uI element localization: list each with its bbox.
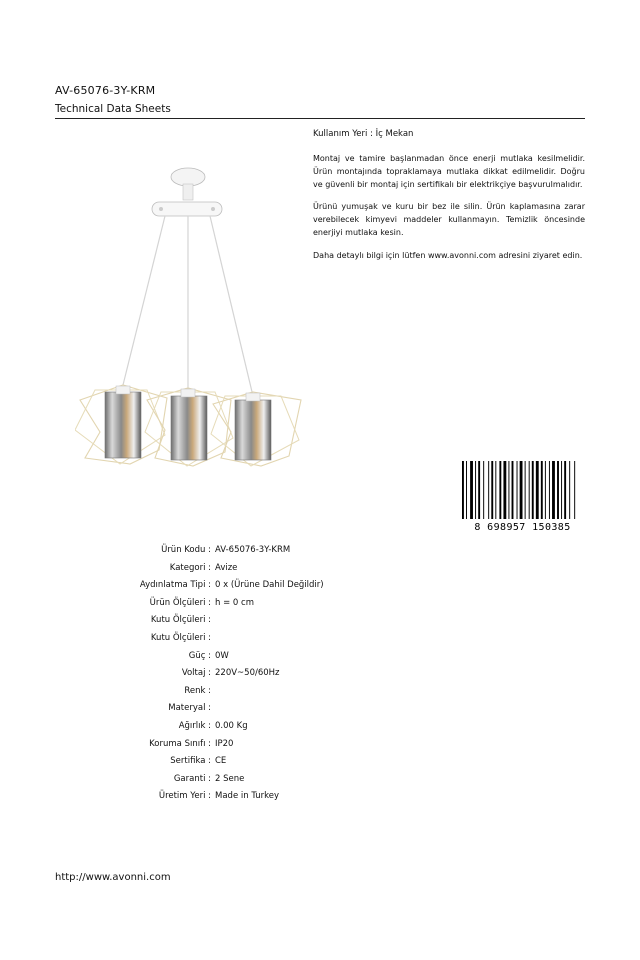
barcode-bar <box>549 461 550 519</box>
spec-label: Materyal : <box>168 703 211 714</box>
cleaning-instructions: Ürünü yumuşak ve kuru bir bez ile silin. Ürün kaplamasına zarar verebilecek kimyevi maddeler kullanmayın. Temizlik öncesinde enerjiyi mutlaka kesin. <box>313 202 585 237</box>
spec-row <box>0 686 640 704</box>
website-info: Daha detaylı bilgi için lütfen www.avonni.com adresini ziyaret edin. <box>313 251 583 260</box>
barcode-bar <box>529 461 530 519</box>
lamp-shade-middle <box>145 388 233 466</box>
spec-label: Koruma Sınıfı : <box>149 738 211 749</box>
barcode-bar <box>478 461 480 519</box>
spec-value: 0.00 Kg <box>215 720 248 731</box>
spec-row <box>0 598 640 616</box>
barcode-bar <box>466 461 467 519</box>
barcode-bar <box>569 461 570 519</box>
spec-row <box>0 580 640 598</box>
barcode-bar <box>470 461 473 519</box>
spec-row <box>0 668 640 686</box>
spec-value: Made in Turkey <box>215 791 279 802</box>
header-divider <box>55 118 585 119</box>
spec-label: Sertifika : <box>170 756 211 767</box>
spec-value: h = 0 cm <box>215 597 254 608</box>
spec-label: Kutu Ölçüleri : <box>150 632 211 643</box>
spec-row <box>0 545 640 563</box>
barcode-bar <box>475 461 476 519</box>
spec-row <box>0 739 640 757</box>
barcode-bar <box>574 461 575 519</box>
barcode-bar <box>462 461 464 519</box>
barcode-bar <box>520 461 523 519</box>
spec-row <box>0 774 640 792</box>
spec-label: Üretim Yeri : <box>158 791 211 802</box>
barcode-bar <box>545 461 546 519</box>
spec-value: 2 Sene <box>215 773 245 784</box>
spec-value: 0 x (Ürüne Dahil Değildir) <box>215 580 324 591</box>
spec-label: Kutu Ölçüleri : <box>150 615 211 626</box>
spec-label: Ağırlık : <box>178 720 211 731</box>
lamp-shade-left <box>75 385 167 464</box>
product-image <box>75 160 305 470</box>
spec-row <box>0 615 640 633</box>
spec-label: Renk : <box>184 685 211 696</box>
product-code-title: AV-65076-3Y-KRM <box>55 84 156 97</box>
usage-location: Kullanım Yeri : İç Mekan <box>313 129 414 139</box>
barcode-bar <box>499 461 501 519</box>
barcode-bar <box>483 461 484 519</box>
barcode-bar <box>512 461 514 519</box>
barcode-bar <box>561 461 562 519</box>
spec-value: CE <box>215 756 227 767</box>
spec-row <box>0 703 640 721</box>
spec-label: Aydınlatma Tipi : <box>139 580 211 591</box>
barcode-bar <box>495 461 496 519</box>
spec-value: 0W <box>215 650 229 661</box>
barcode-bar <box>552 461 555 519</box>
spec-row <box>0 633 640 651</box>
spec-label: Ürün Kodu : <box>161 545 211 555</box>
spec-value: 220V~50/60Hz <box>215 668 280 679</box>
ceiling-canopy <box>152 168 222 216</box>
spec-label: Garanti : <box>173 773 211 784</box>
barcode-bar <box>488 461 489 519</box>
barcode-number: 8 698957 150385 <box>474 522 571 533</box>
spec-label: Voltaj : <box>181 668 211 679</box>
spec-label: Ürün Ölçüleri : <box>149 597 211 608</box>
barcode-bar <box>532 461 534 519</box>
spec-row <box>0 721 640 739</box>
barcode-bars <box>462 461 575 519</box>
spec-row <box>0 791 640 809</box>
barcode-bar <box>508 461 509 519</box>
barcode-bar <box>564 461 566 519</box>
spec-row <box>0 563 640 581</box>
spec-label: Kategori : <box>169 562 211 573</box>
sheet-subtitle: Technical Data Sheets <box>55 103 171 115</box>
barcode-bar <box>525 461 526 519</box>
footer-website-link[interactable]: http://www.avonni.com <box>55 872 171 883</box>
barcode-bar <box>536 461 539 519</box>
barcode-bar <box>557 461 559 519</box>
installation-warning: Montaj ve tamire başlanmadan önce enerji mutlaka kesilmelidir. Ürün montajında topraklamaya mutlaka dikkat edilmelidir. Doğru ve güvenli bir montaj için sertifikalı bir elektrikçiye başvurulmalıdır. <box>313 154 585 189</box>
spec-value: AV-65076-3Y-KRM <box>215 545 291 555</box>
spec-value: Avize <box>215 562 238 573</box>
spec-row <box>0 756 640 774</box>
suspension-cords <box>123 216 253 396</box>
barcode-bar <box>491 461 493 519</box>
spec-label: Güç : <box>188 650 211 661</box>
lamp-shade-right <box>211 392 301 466</box>
barcode-bar <box>541 461 543 519</box>
barcode-bar <box>517 461 518 519</box>
spec-row <box>0 651 640 669</box>
barcode <box>460 461 585 533</box>
spec-value: IP20 <box>215 738 234 749</box>
barcode-bar <box>503 461 506 519</box>
specs-table <box>0 545 640 809</box>
